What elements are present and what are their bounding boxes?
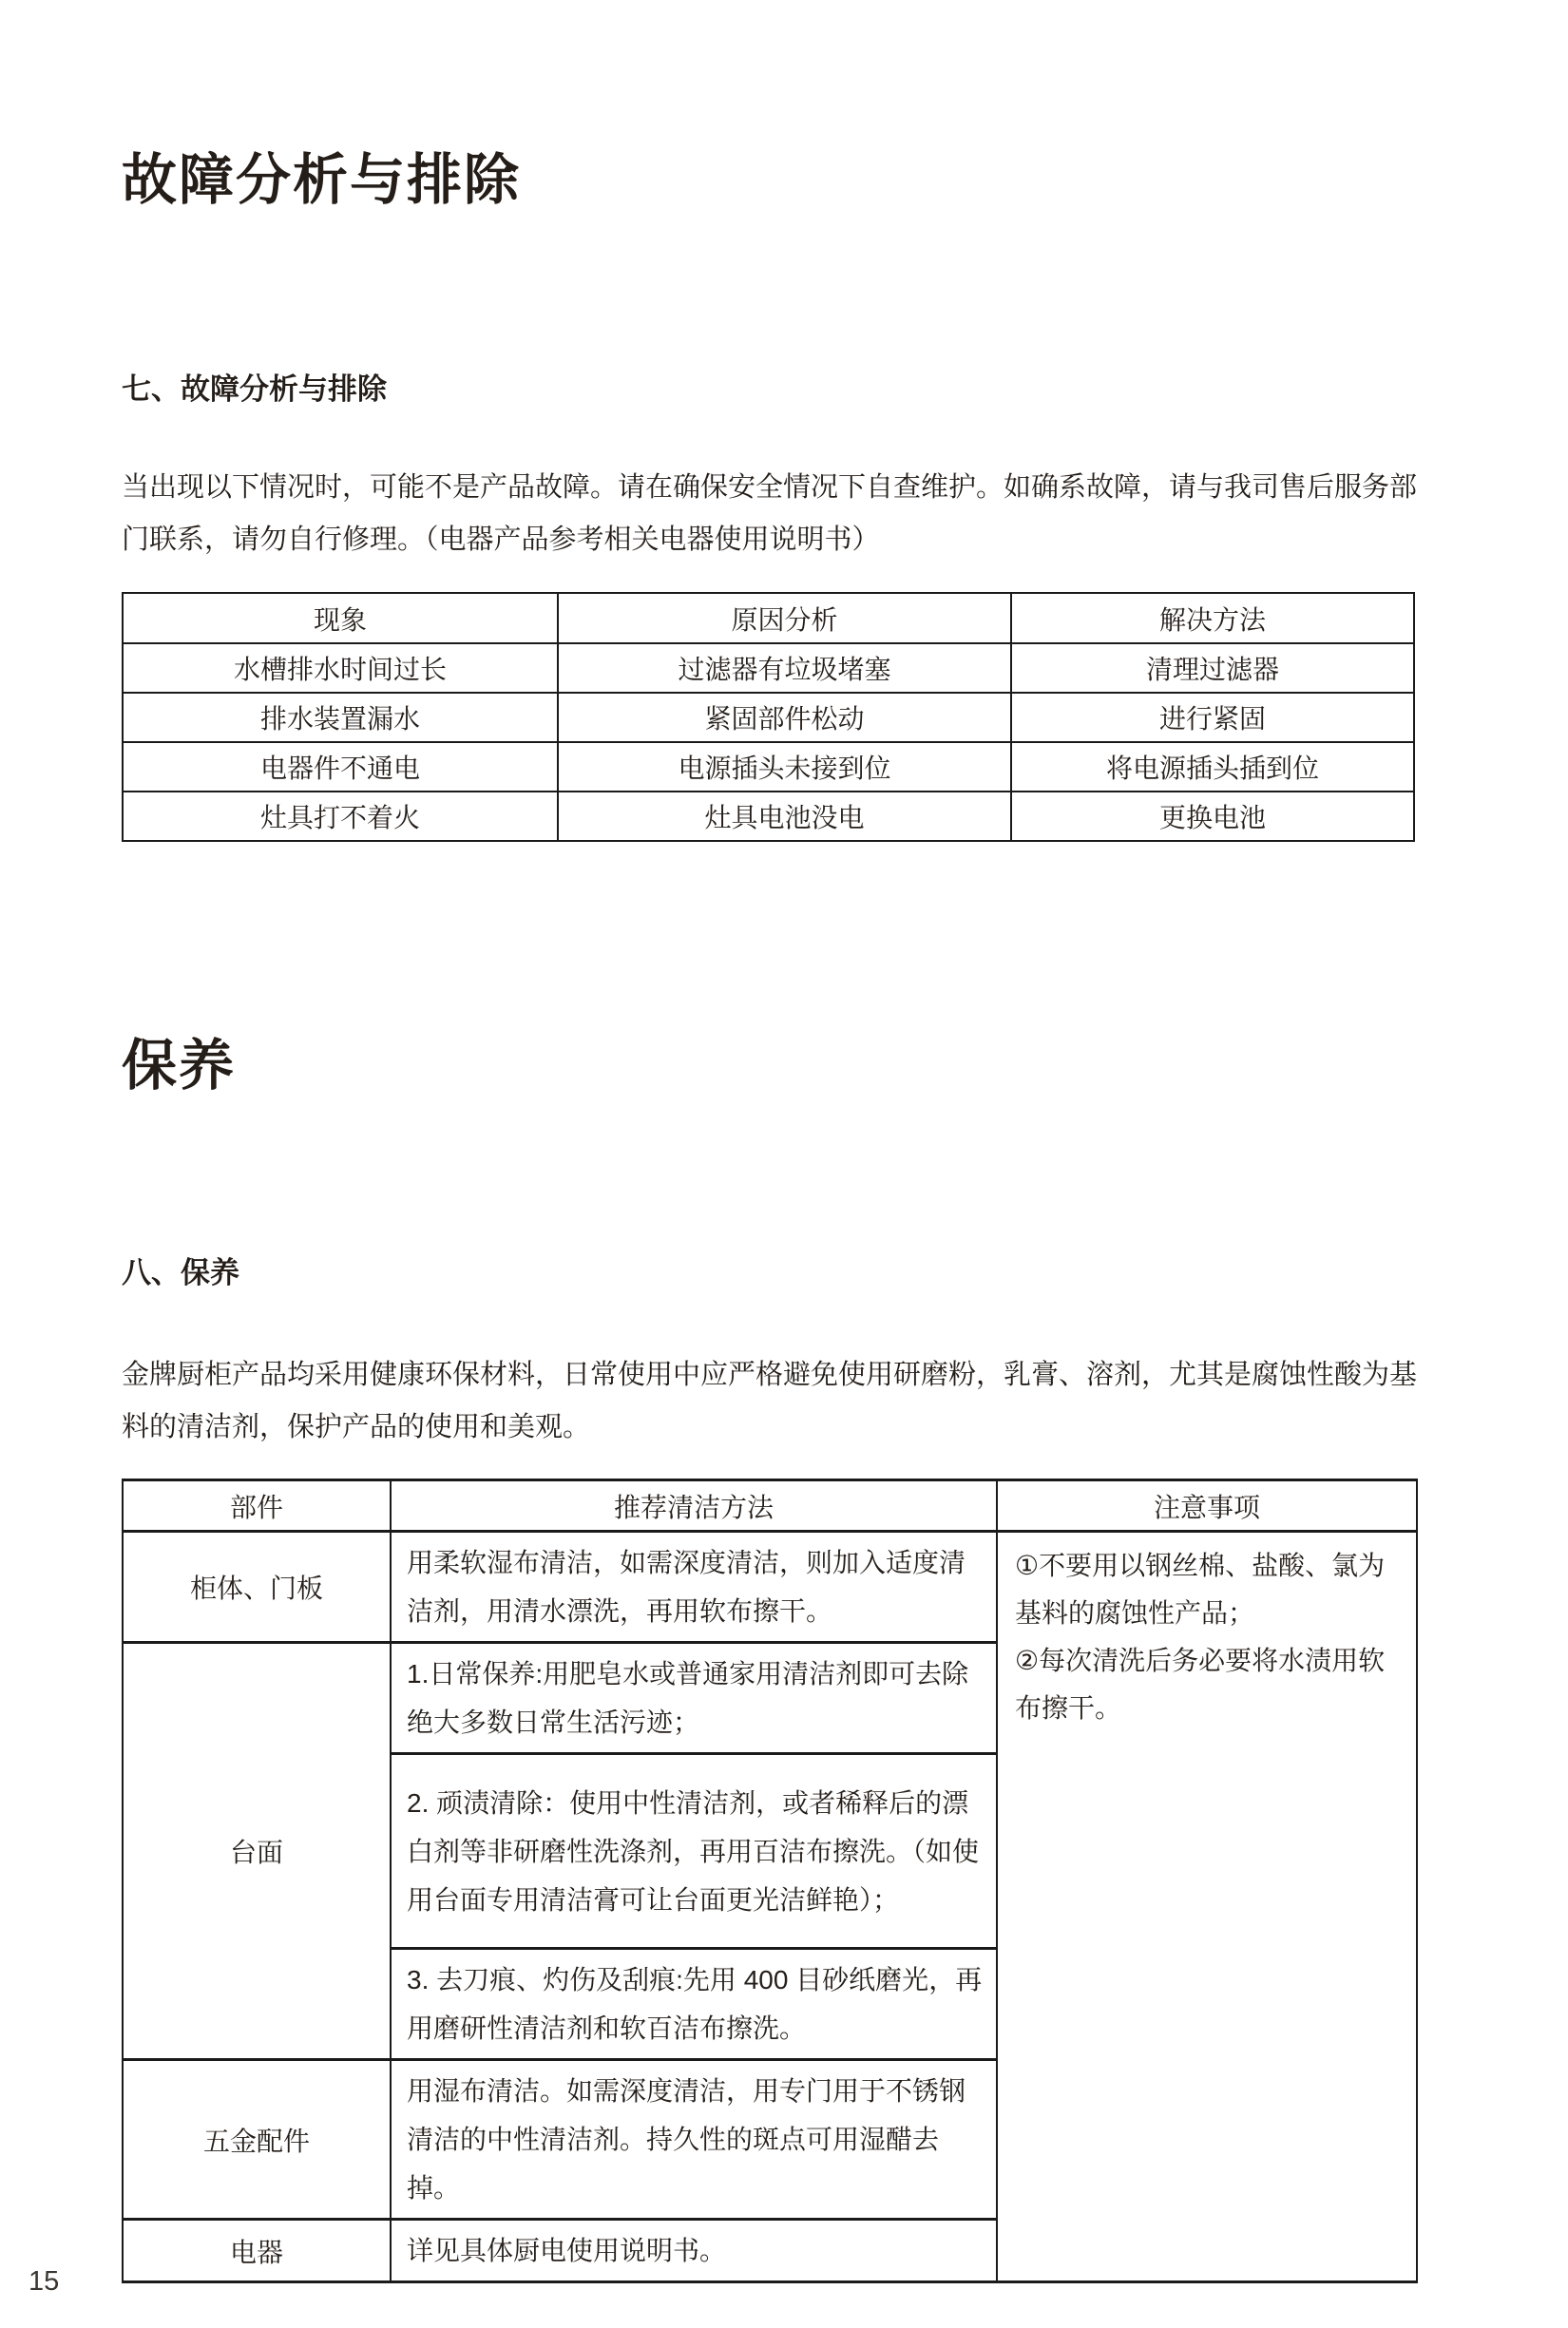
column-header-part: 部件	[123, 1480, 391, 1532]
section1-heading: 七、故障分析与排除	[122, 372, 387, 406]
table-row	[123, 742, 1414, 792]
cell-solution: 清理过滤器	[1011, 643, 1414, 693]
section2-title: 保养	[122, 1035, 237, 1097]
column-header-cleaning-method: 推荐清洁方法	[391, 1480, 997, 1532]
table-row	[123, 643, 1414, 693]
table-header-row	[123, 1480, 1417, 1532]
section2-heading: 八、保养	[122, 1256, 239, 1289]
cell-phenomenon: 电器件不通电	[123, 742, 558, 792]
maintenance-table	[122, 1479, 1418, 2283]
table-row-cabinet	[123, 1532, 1417, 1643]
section1-title: 故障分析与排除	[122, 149, 522, 211]
cell-part-hardware: 五金配件	[123, 2060, 391, 2220]
table-row	[123, 693, 1414, 742]
page-number: 15	[29, 2266, 60, 2297]
precaution-note-2: ②每次清洗后务必要将水渍用软布擦干。	[1015, 1646, 1386, 1723]
column-header-cause: 原因分析	[558, 593, 1011, 643]
cell-method-countertop-daily: 1.日常保养:用肥皂水或普通家用清洁剂即可去除绝大多数日常生活污迹；	[391, 1643, 997, 1754]
cell-method-cabinet: 用柔软湿布清洁，如需深度清洁，则加入适度清洁剂，用清水漂洗，再用软布擦干。	[391, 1532, 997, 1643]
cell-solution: 将电源插头插到位	[1011, 742, 1414, 792]
cell-phenomenon: 灶具打不着火	[123, 792, 558, 841]
cell-solution: 进行紧固	[1011, 693, 1414, 742]
troubleshooting-table	[122, 592, 1415, 842]
cell-precautions	[997, 1532, 1417, 2282]
cell-cause: 紧固部件松动	[558, 693, 1011, 742]
cell-cause: 过滤器有垃圾堵塞	[558, 643, 1011, 693]
table-row	[123, 792, 1414, 841]
column-header-solution: 解决方法	[1011, 593, 1414, 643]
cell-phenomenon: 排水装置漏水	[123, 693, 558, 742]
section1-intro: 当出现以下情况时，可能不是产品故障。请在确保安全情况下自查维护。如确系故障，请与我司售后服务部门联系，请勿自行修理。（电器产品参考相关电器使用说明书）	[122, 472, 1418, 555]
column-header-precautions: 注意事项	[997, 1480, 1417, 1532]
cell-part-countertop: 台面	[123, 1643, 391, 2060]
section2-intro: 金牌厨柜产品均采用健康环保材料，日常使用中应严格避免使用研磨粉，乳膏、溶剂，尤其是腐蚀性酸为基料的清洁剂，保护产品的使用和美观。	[122, 1360, 1418, 1442]
cell-cause: 灶具电池没电	[558, 792, 1011, 841]
column-header-phenomenon: 现象	[123, 593, 558, 643]
cell-method-countertop-stains: 2. 顽渍清除：使用中性清洁剂，或者稀释后的漂白剂等非研磨性洗涤剂，再用百洁布擦洗。（如使用台面专用清洁膏可让台面更光洁鲜艳）；	[391, 1754, 997, 1949]
precaution-note-1: ①不要用以钢丝棉、盐酸、氯为基料的腐蚀性产品；	[1015, 1551, 1386, 1628]
cell-method-appliance: 详见具体厨电使用说明书。	[391, 2220, 997, 2282]
cell-solution: 更换电池	[1011, 792, 1414, 841]
cell-phenomenon: 水槽排水时间过长	[123, 643, 558, 693]
cell-method-hardware: 用湿布清洁。如需深度清洁，用专门用于不锈钢清洁的中性清洁剂。持久性的斑点可用湿醋去掉。	[391, 2060, 997, 2220]
cell-cause: 电源插头未接到位	[558, 742, 1011, 792]
cell-part-appliance: 电器	[123, 2220, 391, 2282]
cell-part-cabinet: 柜体、门板	[123, 1532, 391, 1643]
cell-method-countertop-scratches: 3. 去刀痕、灼伤及刮痕:先用 400 目砂纸磨光，再用磨研性清洁剂和软百洁布擦洗。	[391, 1949, 997, 2060]
table-header-row	[123, 593, 1414, 643]
